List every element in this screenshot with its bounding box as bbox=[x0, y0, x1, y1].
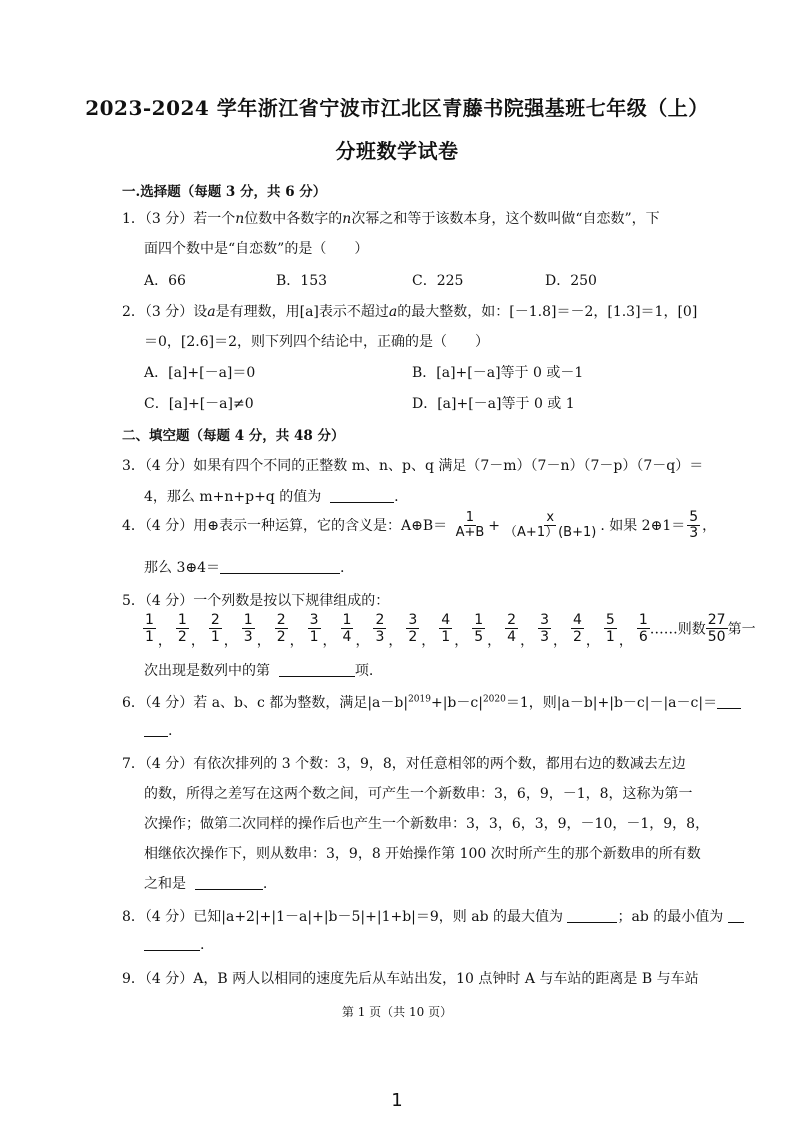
sequence-fraction: $\frac{5}{1}$ bbox=[605, 612, 615, 646]
fraction-1-over-a-plus-b: $\frac{1}{A+B}$ bbox=[455, 510, 485, 541]
question-2-option-a: A．[a]+[－a]＝0 bbox=[144, 365, 256, 381]
sequence-separator: ， bbox=[552, 632, 567, 649]
fraction-x-over-product: $\frac{x}{(A+1)(B+1)}$ bbox=[504, 510, 597, 541]
sequence-fraction: $\frac{2}{1}$ bbox=[210, 612, 220, 646]
question-2-option-d: D．[a]+[－a]等于 0 或 1 bbox=[412, 396, 575, 412]
question-1-option-b: B．153 bbox=[276, 273, 328, 289]
sequence-fraction: $\frac{2}{3}$ bbox=[375, 612, 385, 646]
section-heading-multiple-choice: 一.选择题（每题 3 分，共 6 分） bbox=[122, 184, 327, 200]
question-7-line4: 相继依次操作下，则从数串：3，9，8 开始操作第 100 次时所产生的那个新数串的所有数 bbox=[144, 846, 701, 862]
sequence-fraction: $\frac{3}{3}$ bbox=[540, 612, 549, 646]
section-heading-fill-in: 二、填空题（每题 4 分，共 48 分） bbox=[122, 428, 345, 444]
sequence-separator: ， bbox=[190, 632, 205, 649]
question-3-line2: 4，那么 m+n+p+q 的值为 . bbox=[144, 489, 399, 505]
question-7-line3: 次操作；做第二次同样的操作后也产生一个新数串：3，3，6，3，9，－10，－1，9，8， bbox=[144, 816, 710, 832]
sequence-fraction: $\frac{3}{1}$ bbox=[309, 612, 319, 646]
question-6-line1: 6．（4 分）若 a、b、c 都为整数，满足$|a-b|^{2019}+|b-c|^{2020}=1$，则|a－b|+|b－c|－|a－c|＝ bbox=[122, 692, 741, 712]
question-2-line2: ＝0，[2.6]＝2，则下列四个结论中，正确的是（ ） bbox=[144, 334, 490, 350]
question-1-line1: 1．（3 分）若一个n位数中各数字的n次幂之和等于该数本身，这个数叫做“自恋数”，下 bbox=[122, 211, 660, 227]
sequence-separator: ， bbox=[322, 632, 337, 649]
question-6-line2: . bbox=[144, 722, 172, 739]
question-2-option-c: C．[a]+[－a]≠0 bbox=[144, 396, 254, 412]
answer-blank-part1[interactable] bbox=[717, 694, 741, 709]
answer-blank[interactable] bbox=[330, 488, 394, 503]
sequence-separator: ， bbox=[454, 632, 469, 649]
sequence-fraction: $\frac{3}{2}$ bbox=[408, 612, 418, 646]
answer-blank[interactable] bbox=[220, 559, 340, 574]
question-5-line3: 次出现是数列中的第 项. bbox=[144, 663, 374, 679]
question-5-sequence: $\frac{1}{1}$ ， $\frac{1}{2}$ ， $\frac{2}{1}$ ， $\frac{1}{3}$ ， $\frac{2}{2}$ ， $\frac{3}{1}$ ， $\frac{1}{4}$ ， $\frac{2}{3}$ ， $\frac{3}{2}$ ， $\frac{4}{1}$ ， $\frac{1}{5}$ ， $\frac{2}{4}$ ， $\frac{3}{3}$ ， $\frac{4}{2}$ ， $\frac{5}{1}$ ， $\frac{1}{6}$ ……则数 $\frac{27}{50}$ 第一 bbox=[145, 612, 756, 649]
page-number: 1 bbox=[391, 1090, 403, 1111]
sequence-separator: ， bbox=[421, 632, 436, 649]
question-7-line2: 的数，所得之差写在这两个数之间，可产生一个新数串：3，6，9，－1，8，这称为第一 bbox=[144, 786, 693, 802]
sequence-fraction: $\frac{1}{2}$ bbox=[177, 612, 187, 646]
question-8-line1: 8．（4 分）已知|a+2|+|1－a|+|b－5|+|1+b|＝9，则 ab 的最大值为 ；ab 的最小值为 bbox=[122, 906, 744, 926]
sequence-separator: ， bbox=[388, 632, 403, 649]
question-2-option-b: B．[a]+[－a]等于 0 或－1 bbox=[412, 365, 584, 381]
sequence-separator: ， bbox=[256, 632, 271, 649]
question-3-line1: 3．（4 分）如果有四个不同的正整数 m、n、p、q 满足（7－m）（7－n）（7－p）（7－q）＝ bbox=[122, 458, 704, 474]
sequence-fraction: $\frac{1}{4}$ bbox=[342, 612, 352, 646]
question-5-line1: 5．（4 分）一个列数是按以下规律组成的： bbox=[122, 593, 390, 609]
answer-blank-min-part2[interactable] bbox=[144, 936, 200, 951]
answer-blank-part2[interactable] bbox=[144, 722, 168, 737]
answer-blank-min-part1[interactable] bbox=[728, 908, 744, 923]
question-9-line1: 9．（4 分）A，B 两人以相同的速度先后从车站出发，10 点钟时 A 与车站的距离是 B 与车站 bbox=[122, 971, 699, 987]
page-footer-info: 第 1 页（共 10 页） bbox=[341, 1005, 453, 1019]
sequence-separator: ， bbox=[157, 632, 172, 649]
answer-blank-max[interactable] bbox=[567, 908, 617, 923]
sequence-fraction: $\frac{4}{1}$ bbox=[441, 612, 451, 646]
question-1-option-d: D．250 bbox=[545, 273, 597, 289]
sequence-fraction: $\frac{4}{2}$ bbox=[572, 612, 582, 646]
answer-blank[interactable] bbox=[195, 875, 263, 890]
sequence-separator: ， bbox=[585, 632, 600, 649]
sequence-fraction: $\frac{1}{5}$ bbox=[474, 612, 484, 646]
sequence-fraction: $\frac{2}{4}$ bbox=[507, 612, 517, 646]
fraction-27-over-50: $\frac{27}{50}$ bbox=[707, 612, 726, 646]
sequence-fraction: $\frac{1}{3}$ bbox=[243, 612, 253, 646]
sequence-separator: ， bbox=[487, 632, 502, 649]
sequence-separator: ， bbox=[355, 632, 370, 649]
sequence-fraction: $\frac{1}{1}$ bbox=[145, 612, 154, 646]
question-4-line1: 4．（4 分）用⊕表示一种运算，它的含义是：A⊕B＝ $\frac{1}{A+B}$ + $\frac{x}{(A+1)(B+1)}$ . 如果 2⊕1＝ $\frac{5}{3}$ ， bbox=[122, 509, 717, 542]
question-1-line2: 面四个数中是“自恋数”的是（ ） bbox=[144, 241, 369, 257]
fraction-5-over-3: $\frac{5}{3}$ bbox=[689, 509, 699, 542]
exam-title-line1: 2023-2024 学年浙江省宁波市江北区青藤书院强基班七年级（上） bbox=[85, 96, 709, 120]
exam-title-line2: 分班数学试卷 bbox=[335, 139, 459, 163]
question-1-option-c: C．225 bbox=[412, 273, 464, 289]
question-8-line2: . bbox=[144, 936, 204, 953]
sequence-separator: ， bbox=[618, 632, 633, 649]
question-7-line1: 7．（4 分）有依次排列的 3 个数：3，9，8，对任意相邻的两个数，都用右边的数减去左边 bbox=[122, 756, 686, 772]
sequence-separator: ， bbox=[289, 632, 304, 649]
sequence-separator: ， bbox=[223, 632, 238, 649]
answer-blank[interactable] bbox=[279, 662, 355, 677]
question-2-line1: 2．（3 分）设a是有理数，用[a]表示不超过a的最大整数，如：[－1.8]＝－2，[1.3]＝1，[0] bbox=[122, 304, 698, 320]
question-7-line5: 之和是 . bbox=[144, 876, 268, 892]
sequence-fraction: $\frac{2}{2}$ bbox=[276, 612, 286, 646]
sequence-fraction: $\frac{1}{6}$ bbox=[638, 612, 648, 646]
question-1-option-a: A．66 bbox=[144, 273, 186, 289]
question-4-line2: 那么 3⊕4＝ . bbox=[144, 560, 345, 576]
sequence-separator: ， bbox=[520, 632, 535, 649]
